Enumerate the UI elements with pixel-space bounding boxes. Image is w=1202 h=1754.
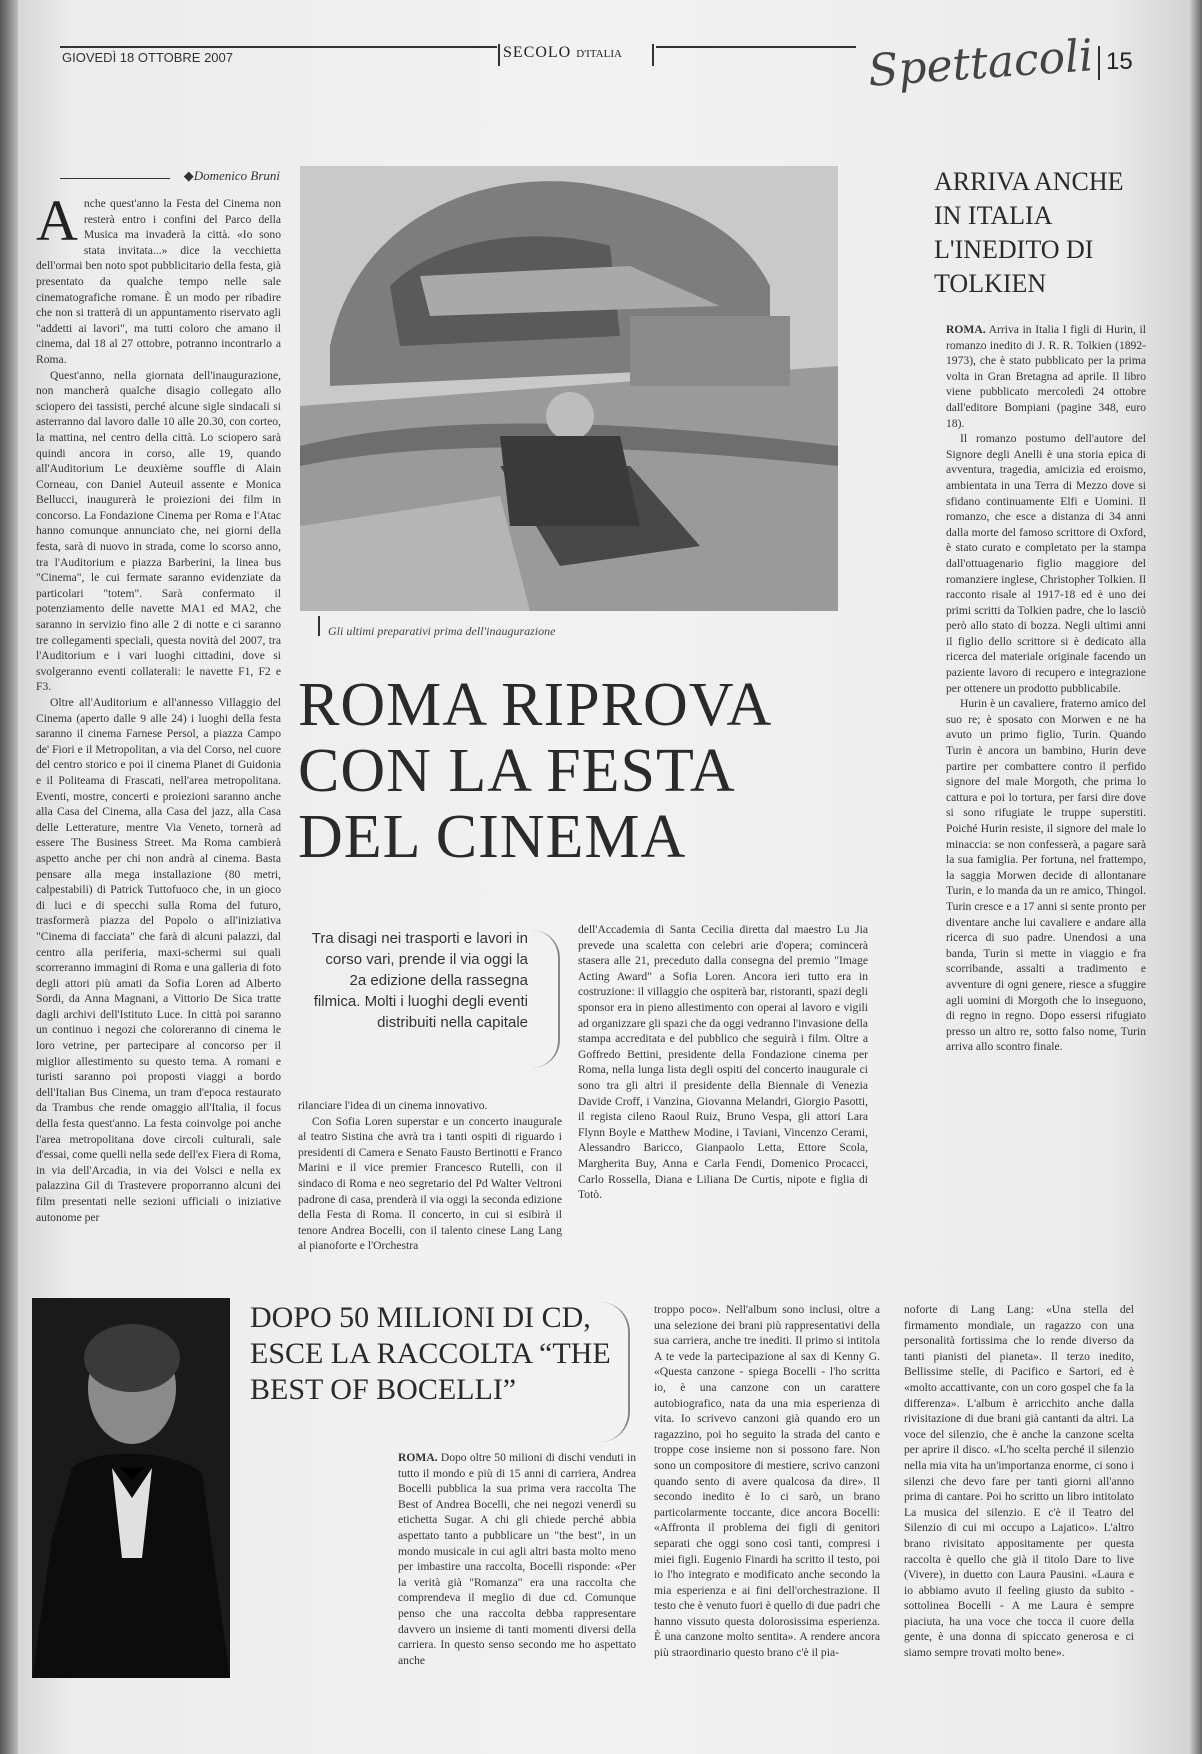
main-article-column-1 [36, 196, 281, 1276]
byline: ◆Domenico Bruni [183, 168, 280, 183]
drop-cap: A [36, 196, 78, 253]
page-edge-shadow [1188, 0, 1202, 1754]
header-bar-left [498, 44, 500, 66]
main-headline: ROMA RIPROVA CON LA FESTA DEL CINEMA [298, 671, 769, 871]
byline-author: Domenico Bruni [193, 168, 280, 183]
headline-ornament [600, 1302, 630, 1442]
bocelli-article-column-1 [398, 1450, 636, 1740]
standfirst: Tra disagi nei trasporti e lavori in corso vari, prende il via oggi la 2a edizione della rassegna filmica. Molti i luoghi degli eventi distribuiti nella capitale [311, 930, 528, 1031]
section-title: Spettacoli [866, 30, 1095, 97]
bocelli-article-column-3 [904, 1302, 1134, 1742]
article-paragraph [946, 322, 1146, 431]
header-rule-left [60, 46, 497, 48]
masthead [503, 44, 622, 62]
article-paragraph: rilanciare l'idea di un cinema innovativo. [298, 1099, 488, 1112]
article-paragraph [398, 1450, 636, 1668]
paragraph-text: nche quest'anno la Festa del Cinema non resterà entro i confini del Parco della Musica ma invaderà la città. «Io sono stata invitata...» dice la vecchietta dell'ormai ben noto spot pubblicitario della festa, già presentato da qualche tempo nelle sale cinematografiche romane. È un modo per ribadire che non si tratterà di un appuntamento riservato agli "addetti ai lavori", ma tutti coloro che amano il cinema, dal 18 al 27 ottobre, potranno incontrarlo a Roma. [36, 197, 281, 366]
standfirst-ornament [532, 930, 560, 1068]
paragraph-text: Dopo oltre 50 milioni di dischi venduti in tutto il mondo e più di 15 anni di carriera, Andrea Bocelli pubblica la sua prima vera raccolta The Best of Andrea Bocelli, che nei negozi venerdì su etichetta Sugar. A chi gli chiede perché abbia aspettato tanto a pubblicare un "the best", in un mondo musicale in cui agli altri basta molto meno per imbastire una raccolta, Bocelli risponde: «Per la verità già "Romanza" era una raccolta che comprendeva il meglio di due cd. Comunque penso che una raccolta debba rappresentare davvero un insieme di tanti momenti diversi della carriera. In questo senso secondo me ho aspettato anche [398, 1451, 636, 1667]
tolkien-article-body [946, 322, 1146, 1272]
header-rule-right [656, 46, 856, 48]
bocelli-article-column-2 [654, 1302, 880, 1742]
binding-shadow [0, 0, 18, 1754]
dateline: ROMA. [946, 323, 986, 336]
article-paragraph: dell'Accademia di Santa Cecilia diretta dal maestro Lu Jia prevede una scaletta con celebri arie d'opera; comincerà stasera alle 21, preceduto dalla consegna del premio "Image Acting Award" a Sofia Loren. Ancora ieri tutto era in costruzione: il villaggio che ospiterà bar, ristoranti, spazi degli sponsor era in pieno allestimento con operai al lavoro e vigili ad organizzare gli spazi che da oggi vedranno l'invasione della stampa accreditata e del pubblico che seguirà i film. Oltre a Goffredo Bettini, presidente della Fondazione cinema per Roma, nella lunga lista degli ospiti del concerto inaugurale ci sono tra gli altri il presidente della Biennale di Venezia Davide Croff, i Vanzina, Giovanna Melandri, Giorgio Pasotti, il regista cileno Raoul Ruiz, Bruno Vespa, gli attori Lara Flynn Boyle e Matthew Modine, i Taviani, Vincenzo Cerami, Alessandro Baricco, Gianpaolo Letta, Ettore Scola, Margherita Buy, Anna e Carla Fendi, Domenico Procacci, Carlo Rossella, Diana e Liliana De Curtis, nipote e figlia di Totò. [578, 923, 868, 1202]
article-paragraph: Con Sofia Loren superstar e un concerto inaugurale al teatro Sistina che avrà tra i tanti ospiti di riguardo i presidenti di Camera e Senato Fausto Bertinotti e Franco Marini e il vice premier Francesco Rutelli, con il sindaco di Roma e neo segretario del Pd Walter Veltroni padrone di casa, prenderà il via oggi la seconda edizione della Festa di Roma. Il concerto, in cui si esibirà il tenore Andrea Bocelli, con il talento cinese Lang Lang al pianoforte e l'Orchestra [298, 1114, 562, 1253]
article-paragraph: noforte di Lang Lang: «Una stella del firmamento mondiale, un ragazzo con una personalità fortissima che lo rende diverso da tanti pianisti del pianeta». Il terzo inedito, Bellissime stelle, di Pacifico e Sartori, ed è «molto accattivante, con un coro gospel che fa la differenza». L'album è arricchito anche dalla rivisitazione di due brani già cantanti da altri. La voce del silenzio, che è anche la canzone scelta per aprire il disco. «L'ho scelta perché il silenzio nella mia vita ha un'importanza enorme, ci sono i silenzi che devo fare per tanti giorni all'anno prima di cantare. Poi ho scritto un libro intitolato La musica del silenzio. E c'è il Teatro del Silenzio di cui mi occupo a Lajatico». L'altro brano rivisitato appositamente per questa raccolta è quello che già il titolo Dare to live (Vivere), in duetto con Laura Pausini. «Laura e io abbiamo avuto il feeling giusto da subito - sottolinea Bocelli - A me Laura è sempre piaciuta, ha una voce che tocca il cuore della gente, è una donna di spiccato generosa e ci siamo sempre trovati molto bene». [904, 1303, 1134, 1660]
paragraph-text: Arriva in Italia I figli di Hurin, il romanzo inedito di J. R. R. Tolkien (1892-1973), che è stato pubblicato per la prima volta in Gran Bretagna ad aprile. Il libro viene pubblicato mercoledì 24 ottobre dall'editore Bompiani (pagine 348, euro 18). [946, 323, 1146, 430]
article-paragraph: Quest'anno, nella giornata dell'inaugurazione, non mancherà qualche disagio collegato allo sciopero dei tassisti, perché alcune sigle sindacali si asterranno dal lavoro dalle 10 alle 20.30, con corteo, la mattina, nel centro della città. Lo sciopero sarà quindi ancora in corso, alle 19, quando all'Auditorium Le deuxième souffle di Alain Corneau, con Daniel Auteuil assente e Monica Bellucci, inaugurerà le proiezioni dei film in concorso. La Fondazione Cinema per Roma e l'Atac hanno comunque annunciato che, nei giorni della festa, sarà di nuovo in strada, come lo scorso anno, tra l'Auditorium e piazza Barberini, la linea bus "Cinema", le cui fermate saranno evidenziate da particolari "totem". Sarà confermato il potenziamento delle navette MA1 ed MA2, che saranno in servizio fino alle 2 di notte e ci saranno tre collegamenti speciali, questa novità del 2007, tra l'Auditorium e i vari luoghi cittadini, dove si svolgeranno eventi collaterali: le navette F1, F2 e F3. [36, 368, 281, 694]
photo-illustration [300, 166, 838, 611]
main-article-column-3 [578, 922, 868, 1274]
issue-date: GIOVEDÌ 18 OTTOBRE 2007 [62, 50, 233, 65]
dateline: ROMA. [398, 1451, 438, 1464]
tolkien-headline: ARRIVA ANCHE IN ITALIA L'INEDITO DI TOLKIEN [934, 167, 1124, 298]
masthead-name: SECOLO [503, 44, 572, 61]
main-article-column-2 [298, 1098, 562, 1273]
auditorium-photo [300, 166, 838, 611]
masthead-suffix: D'ITALIA [576, 48, 622, 60]
article-paragraph: Hurin è un cavaliere, fraterno amico del suo re; è sposato con Morwen e ne ha avuto un primo figlio, Turin. Quando Turin è ancora un bambino, Hurin deve partire per combattere contro il perfido signore del male Morgoth, che prima lo cattura e poi lo tortura, per farsi dire dove si sono rifugiate le truppe superstiti. Poiché Hurin resiste, il signore del male lo minaccia: se non confesserà, a pagare sarà la sua famiglia. Per fortuna, nel frattempo, la saggia Morwen decide di allontanare Turin, e lo manda da un re amico, Thingol. Turin cresce e a 17 anni si sente pronto per diventare anche lui cavaliere e andare alla ricerca di suo padre. Unendosi a una banda, Turin si mette in viaggio e fra scorribande, assalti a tradimento e avventure di ogni genere, riesce a sfuggire agli uomini di Morgoth che lo inseguono, di regno in regno. Dopo essersi rifugiato presso un altro re, sotto falso nome, Turin arriva allo scontro finale. [946, 697, 1146, 1054]
article-paragraph: troppo poco». Nell'album sono inclusi, oltre a una selezione dei brani più rappresentativi della sua carriera, anche tre inediti. Il primo si intitola A te vede la partecipazione al sax di Kenny G. «Questa canzone - spiega Bocelli - l'ho scritta io, è una canzone con un carattere autobiografico, nata da una mia esperienza di vita. Io scrivevo canzoni già quando ero un ragazzino, poi ho seguito la strada del canto e troppe cose insieme non si possono fare. Non sono un compositore di mestiere, scrivo canzoni quando sento di avere qualcosa da dire». Il secondo inedito è Io ci sarò, un brano particolarmente toccante, dice ancora Bocelli: «Affronta il problema dei figli di genitori separati che oggi sono così tanti, compresi i miei figli. Eugenio Finardi ha scritto il testo, poi io l'ho integrato e modificato anche secondo la mia esperienza e ai fini dell'orchestrazione. Il testo che è venuto fuori è quello di due padri che hanno vissuto questa dolorosissima esperienza. È una canzone molto sentita». A rendere ancora più straordinario questo brano c'è il pia- [654, 1303, 880, 1660]
photo-illustration [32, 1298, 230, 1678]
bocelli-photo [32, 1298, 230, 1678]
article-paragraph: Il romanzo postumo dell'autore del Signore degli Anelli è una storia epica di avventura, tragedia, amicizia ed eroismo, ambientata in una Terra di Mezzo dove si sfidano continuamente Elfi e Uomini. Il romanzo, che esce a distanza di 34 anni dalla morte del famoso scrittore di Oxford, è stato curato e completato per la stampa dall'ottuagenario figlio maggiore del romanziere inglese, Christopher Tolkien. Il racconto risale al 1917-18 ed è uno dei primi scritti da Tolkien padre, che lo lasciò però allo stato di bozza. Negli ultimi anni il figlio dello scrittore si è dedicato alla ricerca del materiale originale facendo un paziente lavoro di recupero e integrazione per ottenere un prodotto pubblicabile. [946, 432, 1146, 695]
article-paragraph [36, 196, 281, 368]
page-number: 15 [1106, 48, 1133, 75]
bocelli-headline: DOPO 50 MILIONI DI CD, ESCE LA RACCOLTA “THE BEST OF BOCELLI” [250, 1301, 611, 1406]
header-bar-right [652, 44, 654, 66]
article-paragraph: Oltre all'Auditorium e all'annesso Villaggio del Cinema (aperto dalle 9 alle 24) i luoghi della festa saranno il cinema Farnese Persol, a piazza Campo de' Fiori e il Metropolitan, a via del Corso, nel cuore del centro storico e poi il cinema Planet di Guidonia e il Politeama di Frascati, nell'area metropolitana. Eventi, mostre, concerti e proiezioni saranno anche alla Casa del Cinema, alla Casa del jazz, alla Casa delle Letterature, mentre Via Veneto, tornerà ad essere The Business Street. Ma Roma cambierà aspetto anche per chi non andrà al cinema. Basta pensare alla mega installazione (80 metri, calpestabili) di Patrick Tuttofuoco che, in un gioco di luci e di specchi sulla Roma del futuro, trasformerà piazza del Popolo o all'iniziativa "Cinema di facciata" che farà di alcuni palazzi, dal centro alla periferia, maxi-schermi sui quali scorreranno immagini di Roma e una galleria di foto degli attori più amati da Sofia Loren ad Alberto Sordi, da Anna Magnani, a Vittorio De Sica tratte dagli archivi dell'Istituto Luce. In città poi saranno un continuo i negozi che coloreranno di cinema le loro vetrine, per partecipare al concorso per il miglior allestimento su questo tema. A romani e turisti saranno poi proposti viaggi a bordo dell'Italian Bus Cinema, un tram d'epoca restaurato da Trambus che rende omaggio all'Italia, il focus della festa quest'anno. La festa coinvolge poi anche l'area metropolitana dove circoli culturali, sale d'essai, come quelli nella sede dell'ex Fiera di Roma, in via dell'Arcadia, in via dei Volsci e nella ex palazzina Gil di Trastevere proporranno alcuni dei film presentati nelle sezioni ufficiali o iniziative autonome per [36, 696, 281, 1224]
photo-caption: Gli ultimi preparativi prima dell'inaugurazione [328, 624, 556, 638]
caption-bar [318, 616, 320, 636]
